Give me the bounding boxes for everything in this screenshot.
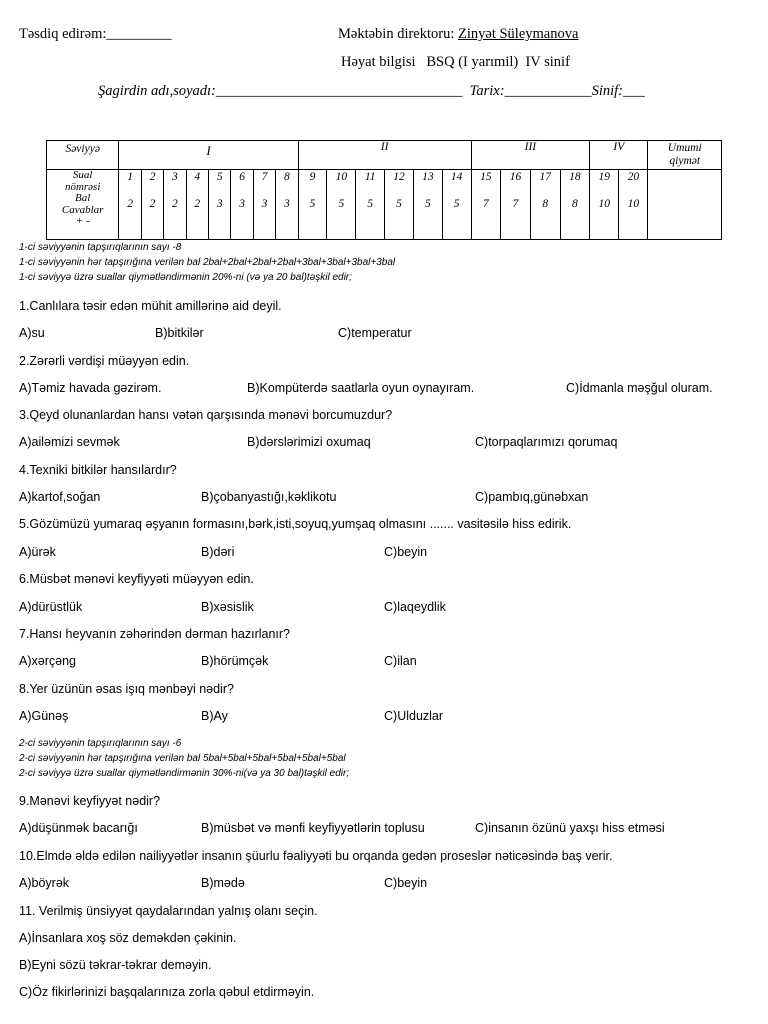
question-points: 10 — [598, 198, 610, 210]
question-6-text: 6.Müsbət mənəvi keyfiyyəti müəyyən edin. — [19, 572, 254, 586]
question-6-option-a[interactable]: A)dürüstlük — [19, 600, 83, 614]
date-label: Tarix: — [469, 83, 505, 99]
question-number: 8 — [284, 171, 290, 183]
row-label-plusminus: + - — [75, 215, 90, 227]
level2-weight-note: 2-ci səviyyə üzrə suallar qiymətləndirmənin 30%-ni(və ya 30 bal)təşkil edir; — [19, 768, 350, 779]
question-points: 2 — [172, 198, 178, 210]
level-iv-header: IV — [590, 141, 648, 170]
question-number: 5 — [216, 171, 223, 183]
question-8-option-c[interactable]: C)Ulduzlar — [384, 709, 444, 723]
question-10-option-c[interactable]: C)beyin — [384, 876, 428, 890]
question-points: 5 — [424, 198, 431, 210]
question-number: 6 — [239, 171, 245, 183]
student-blank: __________________________________ — [215, 83, 463, 99]
question-7-option-a[interactable]: A)xərçəng — [19, 654, 76, 668]
student-line — [98, 83, 645, 100]
question-points: 8 — [542, 198, 549, 210]
question-number: 12 — [393, 171, 405, 183]
question-cell-12 — [385, 170, 414, 240]
total-header-line1: Umumi — [667, 142, 702, 154]
question-number: 3 — [172, 171, 178, 183]
question-points: 8 — [571, 198, 578, 210]
question-1-option-a[interactable]: A)su — [19, 326, 45, 340]
approve-blank: _________ — [106, 26, 172, 42]
question-9-option-b[interactable]: B)müsbət və mənfi keyfiyyətlərin toplusu — [201, 821, 425, 835]
question-1-option-b[interactable]: B)bitkilər — [155, 326, 204, 340]
question-points: 5 — [309, 198, 316, 210]
question-11-option-a[interactable]: A)İnsanlara xoş söz deməkdən çəkinin. — [19, 931, 237, 945]
director-label: Məktəbin direktoru: — [338, 26, 455, 42]
question-number: 10 — [335, 171, 348, 183]
question-7-option-b[interactable]: B)hörümçək — [201, 654, 269, 668]
question-cell-11 — [356, 170, 385, 240]
question-number: 20 — [627, 171, 640, 183]
question-11-text: 11. Verilmiş ünsiyyət qaydalarından yalnış olanı seçin. — [19, 904, 318, 918]
question-points: 2 — [194, 198, 201, 210]
question-11-option-b[interactable]: B)Eyni sözü təkrar-təkrar deməyin. — [19, 958, 212, 972]
level1-weight-note: 1-ci səviyyə üzrə suallar qiymətləndirmənin 20%-ni (və ya 20 bal)təşkil edir; — [19, 272, 352, 283]
question-points: 2 — [149, 198, 156, 210]
director-name: Zinyət Süleymanova — [458, 26, 579, 42]
level-ii-header: II — [298, 141, 471, 170]
class-label: Sinif: — [591, 83, 623, 99]
row-label-question: Sual — [72, 169, 93, 181]
question-2-option-a[interactable]: A)Təmiz havada gəzirəm. — [19, 381, 162, 395]
question-4-option-c[interactable]: C)pambıq,günəbxan — [475, 490, 589, 504]
question-cell-20 — [619, 170, 648, 240]
question-cell-2 — [141, 170, 163, 240]
question-cell-13 — [413, 170, 442, 240]
question-8-option-b[interactable]: B)Ay — [201, 709, 228, 723]
question-points: 5 — [338, 198, 345, 210]
question-9-text: 9.Mənəvi keyfiyyət nədir? — [19, 794, 161, 808]
question-cell-8 — [276, 170, 298, 240]
question-3-option-b[interactable]: B)dərslərimizi oxumaq — [247, 435, 371, 449]
question-points: 3 — [216, 198, 223, 210]
question-2-text: 2.Zərərli vərdişi müəyyən edin. — [19, 354, 190, 368]
question-cell-6 — [231, 170, 253, 240]
question-cell-5 — [209, 170, 231, 240]
approve-label: Təsdiq edirəm: — [19, 26, 107, 42]
question-cell-17 — [530, 170, 560, 240]
question-1-text: 1.Canlılara təsir edən mühit amillərinə aid deyil. — [19, 299, 282, 313]
question-number: 1 — [127, 171, 133, 183]
question-cell-4 — [186, 170, 208, 240]
question-number: 16 — [509, 171, 522, 183]
total-header — [648, 141, 722, 170]
question-cell-3 — [164, 170, 186, 240]
question-cell-1 — [119, 170, 141, 240]
director-line — [338, 26, 578, 43]
question-5-option-a[interactable]: A)ürək — [19, 545, 56, 559]
row-label-answers: Cavablar — [61, 203, 104, 216]
question-11-option-c[interactable]: C)Öz fikirlərinizi başqalarınıza zorla qəbul etdirməyin. — [19, 985, 315, 999]
question-cell-7 — [253, 170, 275, 240]
level2-count-note: 2-ci səviyyənin tapşırıqlarının sayı -6 — [19, 738, 182, 749]
question-10-option-a[interactable]: A)böyrək — [19, 876, 70, 890]
level-i-header: I — [119, 141, 298, 170]
student-label: Şagirdin adı,soyadı: — [98, 83, 216, 99]
question-cell-14 — [442, 170, 471, 240]
question-cell-10 — [327, 170, 356, 240]
question-points: 3 — [284, 198, 290, 210]
question-number: 19 — [598, 171, 610, 183]
question-points: 5 — [396, 198, 402, 210]
question-5-option-b[interactable]: B)dəri — [201, 545, 235, 559]
question-8-option-a[interactable]: A)Günəş — [19, 709, 69, 723]
row-label-points: Bal — [75, 192, 91, 204]
question-points: 3 — [239, 198, 245, 210]
question-points: 5 — [453, 198, 460, 210]
question-number: 13 — [422, 171, 434, 183]
question-number: 9 — [309, 171, 316, 183]
level-iii-header: III — [471, 141, 590, 170]
question-10-text: 10.Elmdə əldə edilən nailiyyətlər insanın şüurlu fəaliyyəti bu orqanda gedən proseslər nəticəsində baş verir. — [19, 849, 613, 863]
row-labels — [47, 170, 119, 240]
class-blank: ___ — [622, 83, 645, 99]
question-1-option-c[interactable]: C)temperatur — [338, 326, 412, 340]
date-blank: ____________ — [504, 83, 592, 99]
question-6-option-c[interactable]: C)laqeydlik — [384, 600, 446, 614]
question-9-option-a[interactable]: A)düşünmək bacarığı — [19, 821, 138, 835]
grade: IV sinif — [525, 54, 570, 70]
question-points: 5 — [367, 198, 374, 210]
question-number: 11 — [364, 171, 376, 183]
question-points: 7 — [483, 198, 489, 210]
question-number: 7 — [261, 171, 268, 183]
question-cell-9 — [298, 170, 327, 240]
question-points: 2 — [127, 198, 133, 210]
row-label-number: nömrəsi — [64, 180, 101, 193]
level1-points-note: 1-ci səviyyənin hər tapşırığına verilən bal 2bal+2bal+2bal+2bal+3bal+3bal+3bal+3bal — [19, 257, 396, 268]
question-number: 2 — [149, 171, 156, 183]
level1-count-note: 1-ci səviyyənin tapşırıqlarının sayı -8 — [19, 242, 182, 253]
question-8-text: 8.Yer üzünün əsas işıq mənbəyi nədir? — [19, 682, 234, 696]
question-points: 7 — [512, 198, 519, 210]
question-cell-19 — [590, 170, 619, 240]
question-5-text: 5.Gözümüzü yumaraq əşyanın formasını,bərk,isti,soyuq,yumşaq olmasını ....... vasitəsilə hiss edirik. — [19, 517, 572, 531]
question-9-option-c[interactable]: C)insanın özünü yaxşı hiss etməsi — [475, 821, 665, 835]
question-number: 14 — [450, 171, 463, 183]
question-cell-15 — [471, 170, 501, 240]
question-6-option-b[interactable]: B)xəsislik — [201, 600, 254, 614]
question-4-option-a[interactable]: A)kartof,soğan — [19, 490, 101, 504]
total-header-line2: qiymət — [669, 155, 701, 167]
question-cell-18 — [560, 170, 590, 240]
question-2-option-c[interactable]: C)İdmanla məşğul oluram. — [566, 381, 713, 395]
question-7-text: 7.Hansı heyvanın zəhərindən dərman hazırlanır? — [19, 627, 290, 641]
question-number: 4 — [194, 171, 201, 183]
question-number: 18 — [569, 171, 581, 183]
question-3-text: 3.Qeyd olunanlardan hansı vətən qarşısında mənəvi borcumuzdur? — [19, 408, 393, 422]
score-table — [46, 140, 722, 240]
subject-line — [341, 54, 570, 71]
question-10-option-b[interactable]: B)mədə — [201, 876, 245, 890]
question-5-option-c[interactable]: C)beyin — [384, 545, 428, 559]
subject: Həyat bilgisi — [341, 54, 416, 70]
question-3-option-a[interactable]: A)ailəmizi sevmək — [19, 435, 120, 449]
question-4-option-b[interactable]: B)çobanyastığı,kəklikotu — [201, 490, 337, 504]
question-points: 10 — [627, 198, 640, 210]
question-cell-16 — [501, 170, 531, 240]
approval-line — [19, 26, 172, 43]
question-4-text: 4.Texniki bitkilər hansılardır? — [19, 463, 177, 477]
exam-name: BSQ (I yarımil) — [426, 54, 519, 70]
question-7-option-c[interactable]: C)ilan — [384, 654, 417, 668]
question-number: 17 — [539, 171, 551, 183]
level-header: Səviyyə — [47, 141, 119, 170]
question-3-option-c[interactable]: C)torpaqlarımızı qorumaq — [475, 435, 618, 449]
question-2-option-b[interactable]: B)Kompüterdə saatlarla oyun oynayıram. — [247, 381, 475, 395]
level2-points-note: 2-ci səviyyənin hər tapşırığına verilən bal 5bal+5bal+5bal+5bal+5bal+5bal — [19, 753, 346, 764]
total-score-cell[interactable] — [648, 170, 722, 240]
question-points: 3 — [261, 198, 268, 210]
question-number: 15 — [480, 171, 492, 183]
